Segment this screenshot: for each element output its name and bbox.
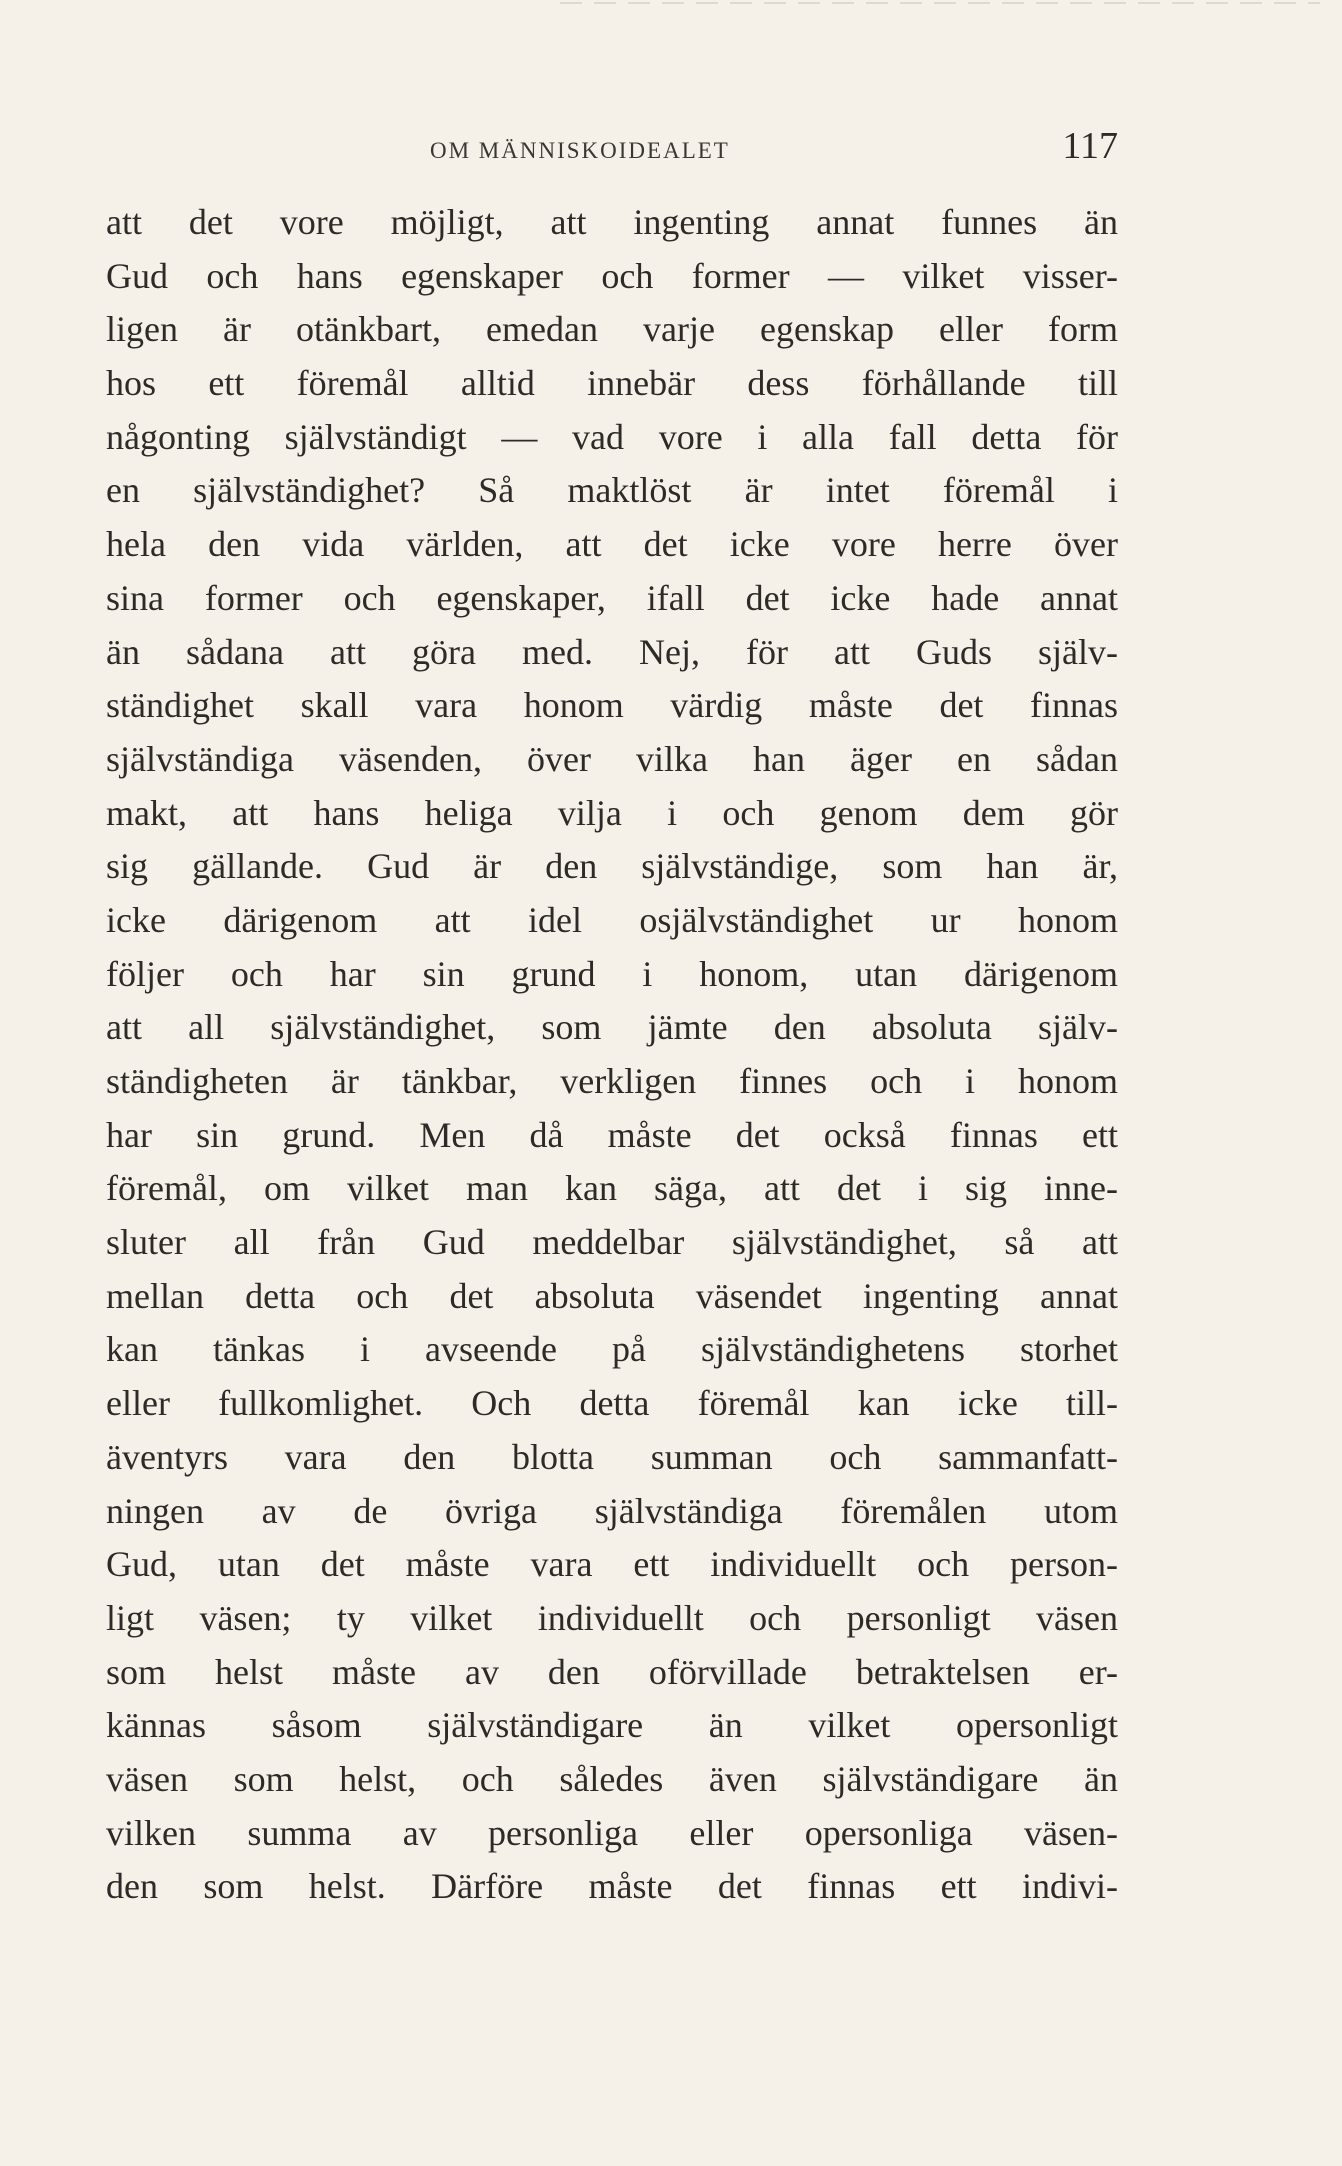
text-line: någonting självständigt — vad vore i alla fall detta för — [106, 416, 1118, 457]
text-line: kan tänkas i avseende på självständighetens storhet — [106, 1329, 1118, 1370]
text-line: ligt väsen; ty vilket individuellt och personligt väsen — [106, 1597, 1118, 1638]
text-line: sluter all från Gud meddelbar självständighet, så att — [106, 1222, 1118, 1263]
text-line: ligen är otänkbart, emedan varje egenskap eller form — [106, 309, 1118, 350]
text-line: ningen av de övriga självständiga föremålen utom — [106, 1490, 1118, 1531]
text-line: eller fullkomlighet. Och detta föremål kan icke till- — [106, 1383, 1118, 1424]
text-line: självständiga väsenden, över vilka han äger en sådan — [106, 738, 1118, 779]
page-header — [106, 116, 1118, 176]
text-line: makt, att hans heliga vilja i och genom dem gör — [106, 792, 1118, 833]
text-line: följer och har sin grund i honom, utan därigenom — [106, 953, 1118, 994]
text-line: att all självständighet, som jämte den absoluta själv- — [106, 1007, 1118, 1048]
text-line: hela den vida världen, att det icke vore herre över — [106, 524, 1118, 565]
text-line: kännas såsom självständigare än vilket opersonligt — [106, 1705, 1118, 1746]
text-line: Gud och hans egenskaper och former — vilket visser- — [106, 255, 1118, 296]
text-line: hos ett föremål alltid innebär dess förhållande till — [106, 363, 1118, 404]
text-line: som helst måste av den oförvillade betraktelsen er- — [106, 1651, 1118, 1692]
text-line: att det vore möjligt, att ingenting annat funnes än — [106, 202, 1118, 242]
page-number: 117 — [1062, 125, 1118, 167]
top-edge-rule — [560, 2, 1320, 4]
text-line: sig gällande. Gud är den självständige, som han är, — [106, 846, 1118, 887]
text-line: har sin grund. Men då måste det också finnas ett — [106, 1114, 1118, 1155]
text-line: föremål, om vilket man kan säga, att det i sig inne- — [106, 1168, 1118, 1209]
body-text — [106, 196, 1118, 1914]
text-line: vilken summa av personliga eller opersonliga väsen- — [106, 1812, 1118, 1853]
text-line: ständighet skall vara honom värdig måste det finnas — [106, 685, 1118, 726]
running-title: OM MÄNNISKOIDEALET — [430, 138, 730, 163]
text-line: en självständighet? Så maktlöst är intet föremål i — [106, 470, 1118, 511]
text-line: sina former och egenskaper, ifall det icke hade annat — [106, 577, 1118, 618]
text-line: ständigheten är tänkbar, verkligen finnes och i honom — [106, 1061, 1118, 1101]
text-line: den som helst. Därföre måste det finnas ett indivi- — [106, 1866, 1118, 1907]
text-line: än sådana att göra med. Nej, för att Guds själv- — [106, 631, 1118, 672]
text-line: väsen som helst, och således även självständigare än — [106, 1758, 1118, 1799]
text-line: äventyrs vara den blotta summan och sammanfatt- — [106, 1436, 1118, 1477]
text-line: Gud, utan det måste vara ett individuellt och person- — [106, 1544, 1118, 1585]
text-line: mellan detta och det absoluta väsendet ingenting annat — [106, 1275, 1118, 1316]
text-line: icke därigenom att idel osjälvständighet ur honom — [106, 899, 1118, 940]
